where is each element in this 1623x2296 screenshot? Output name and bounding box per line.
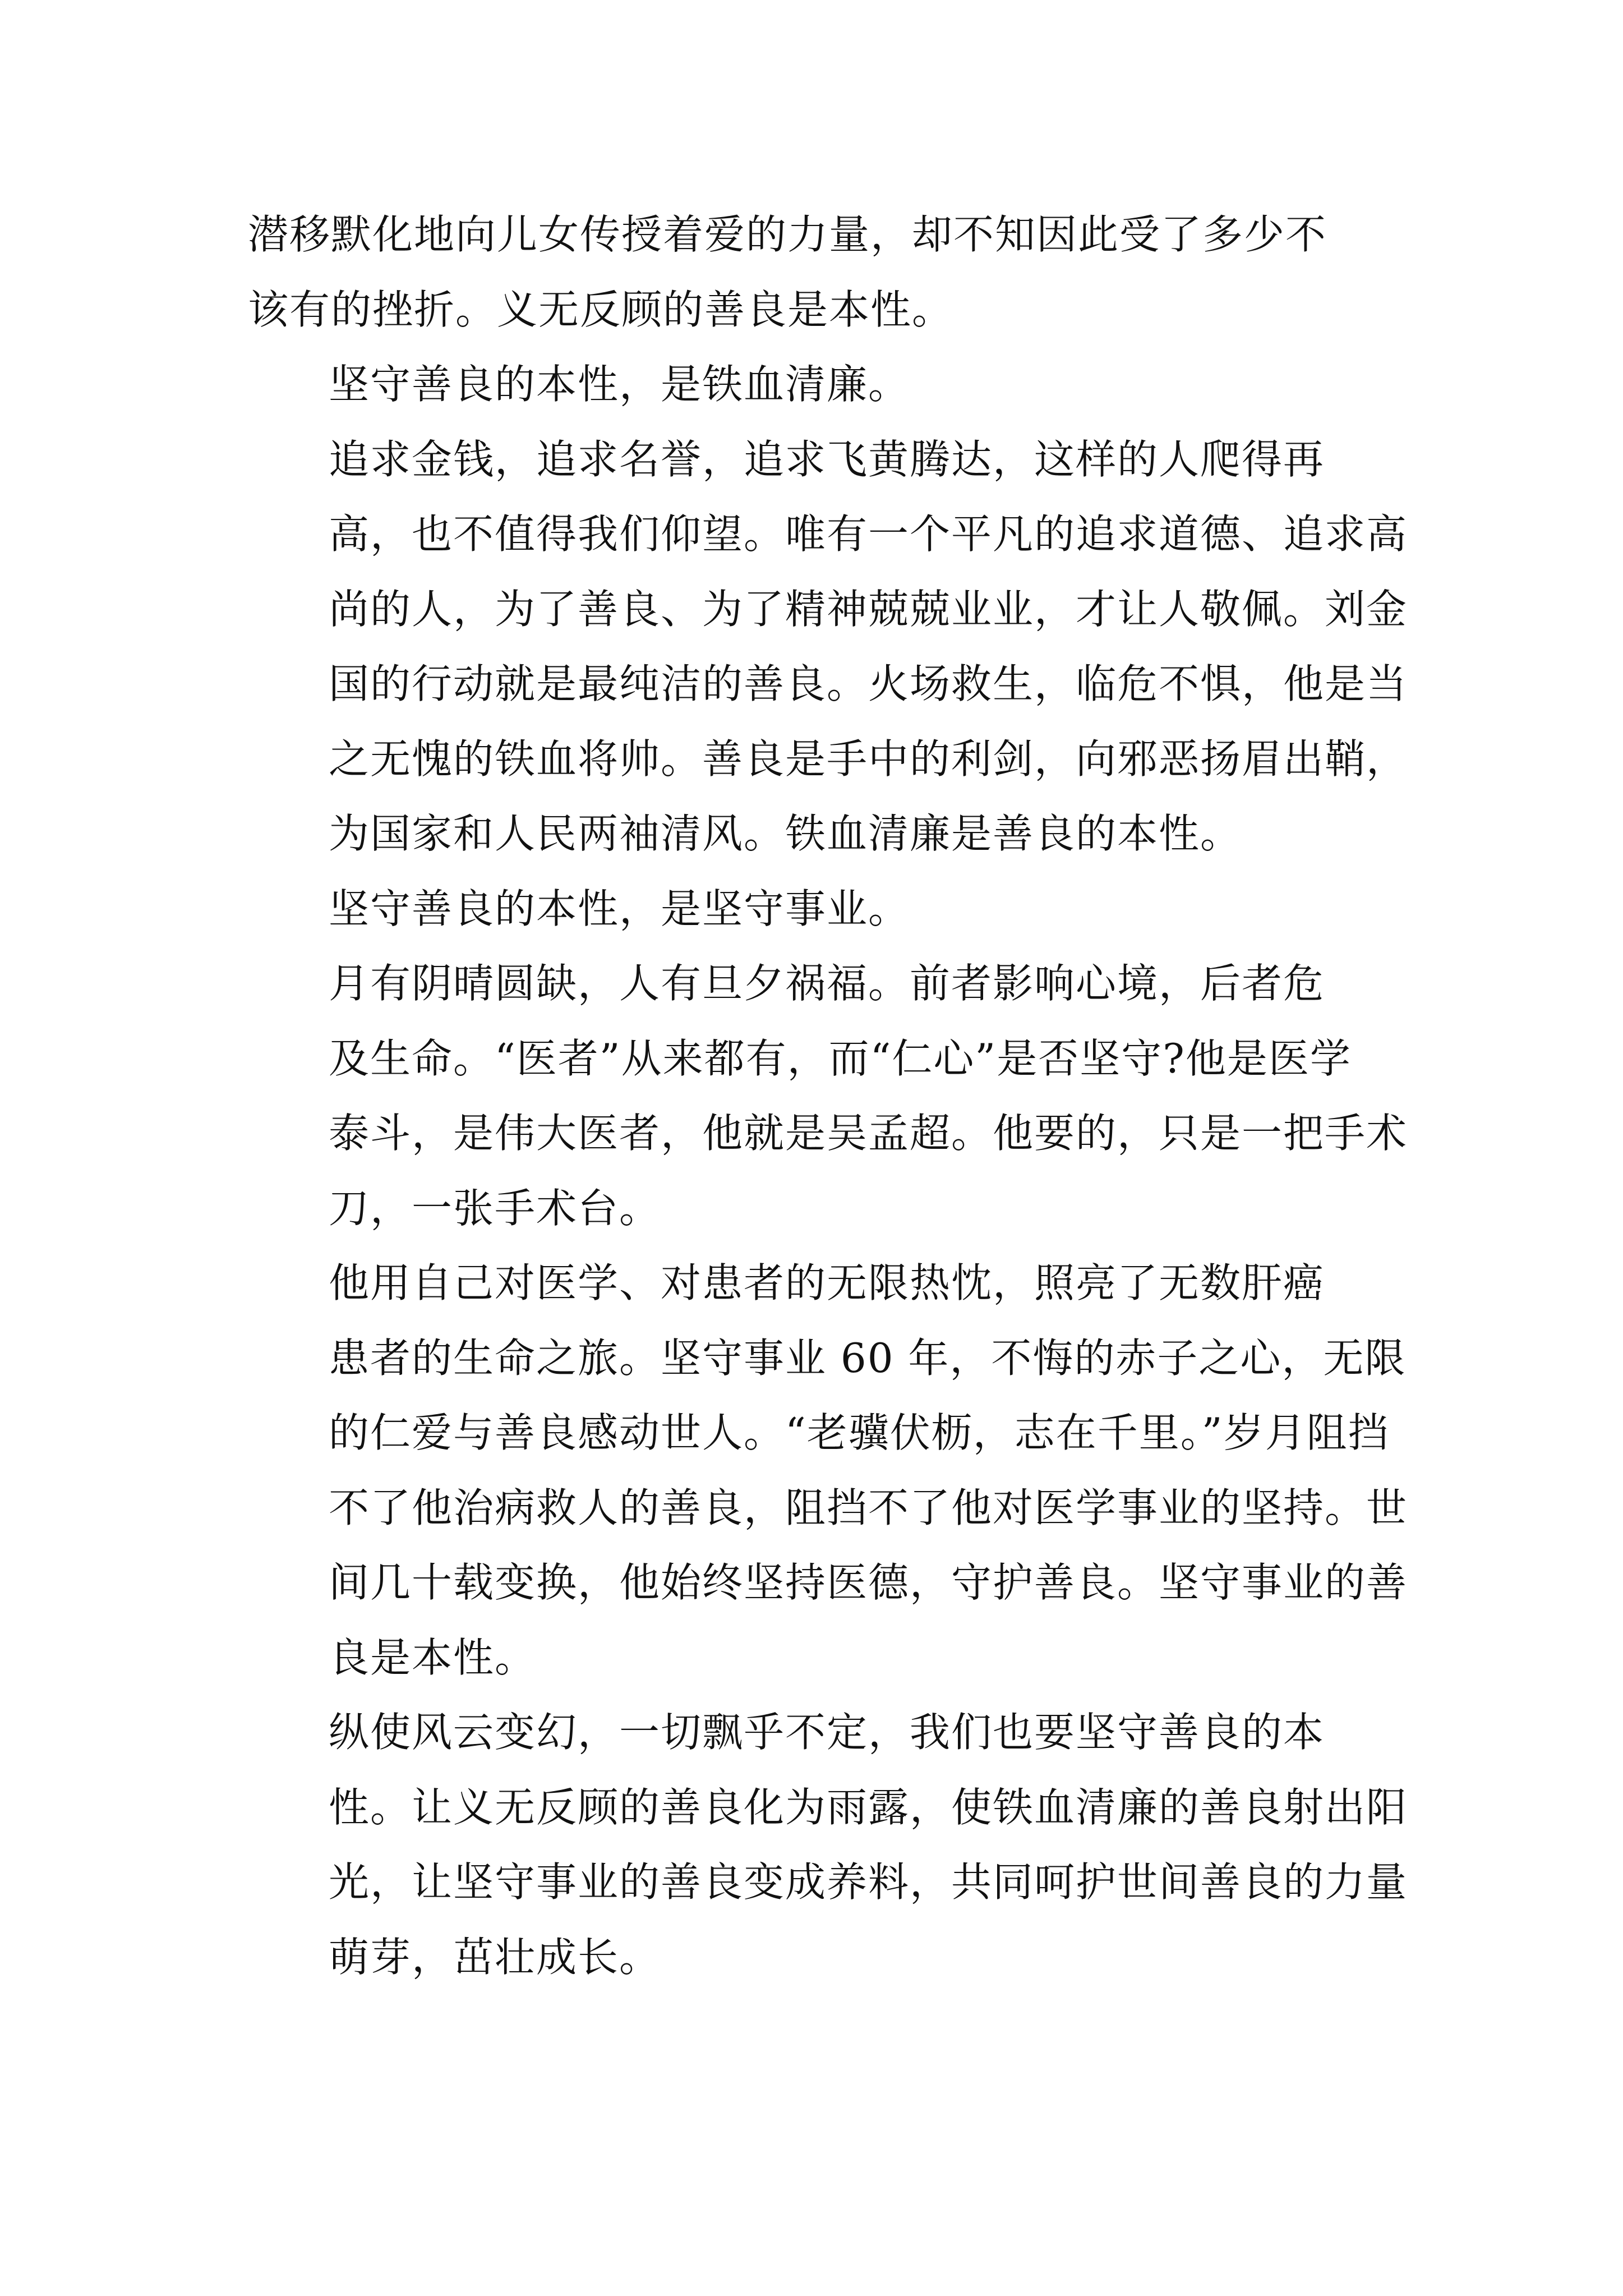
- text-line: 国的行动就是最纯洁的善良。火场救生，临危不惧，他是当: [329, 660, 1408, 707]
- section-heading-career: [248, 872, 1386, 947]
- section-heading-integrity: [248, 347, 1386, 422]
- paragraph-conclusion: [248, 1695, 1408, 1995]
- document-body: [248, 197, 1408, 1995]
- text-line: 患者的生命之旅。坚守事业 60 年，不悔的赤子之心，无限: [329, 1334, 1407, 1382]
- text-line: 良是本性。: [329, 1634, 537, 1681]
- text-line: 坚守善良的本性，是坚守事业。: [329, 885, 910, 932]
- text-line: 追求金钱，追求名誉，追求飞黄腾达，这样的人爬得再: [329, 435, 1325, 483]
- text-line: 尚的人，为了善良、为了精神兢兢业业，才让人敬佩。刘金: [329, 585, 1408, 633]
- text-line: 泰斗，是伟大医者，他就是吴孟超。他要的，只是一把手术: [329, 1110, 1408, 1157]
- text-line: 该有的挫折。义无反顾的善良是本性。: [248, 286, 954, 333]
- text-line: 刀，一张手术台。: [329, 1184, 661, 1232]
- text-line: 月有阴晴圆缺，人有旦夕祸福。前者影响心境，后者危: [329, 960, 1325, 1007]
- paragraph-wu-mengchao-career: [248, 1246, 1408, 1695]
- paragraph-wu-mengchao-intro: [248, 946, 1408, 1246]
- text-line: 光，让坚守事业的善良变成养料，共同呵护世间善良的力量: [329, 1858, 1408, 1906]
- paragraph-liu-jinguo: [248, 422, 1408, 872]
- text-line: 间几十载变换，他始终坚持医德，守护善良。坚守事业的善: [329, 1559, 1408, 1606]
- text-line: 纵使风云变幻，一切飘乎不定，我们也要坚守善良的本: [329, 1709, 1325, 1756]
- text-line: 性。让义无反顾的善良化为雨露，使铁血清廉的善良射出阳: [329, 1783, 1408, 1831]
- text-line: 高，也不值得我们仰望。唯有一个平凡的追求道德、追求高: [329, 510, 1408, 558]
- paragraph-1: [248, 197, 1386, 347]
- text-line: 为国家和人民两袖清风。铁血清廉是善良的本性。: [329, 810, 1242, 857]
- text-line: 之无愧的铁血将帅。善良是手中的利剑，向邪恶扬眉出鞘，: [329, 735, 1408, 783]
- text-line: 他用自己对医学、对患者的无限热忱，照亮了无数肝癌: [329, 1259, 1325, 1306]
- text-line: 及生命。“医者”从来都有，而“仁心”是否坚守?他是医学: [329, 1034, 1352, 1082]
- text-line: 萌芽，茁壮成长。: [329, 1933, 661, 1981]
- text-line: 潜移默化地向儿女传授着爱的力量，却不知因此受了多少不: [248, 211, 1327, 258]
- text-line: 不了他治病救人的善良，阻挡不了他对医学事业的坚持。世: [329, 1484, 1408, 1531]
- text-line: 坚守善良的本性，是铁血清廉。: [329, 361, 910, 408]
- text-line: 的仁爱与善良感动世人。“老骥伏枥，志在千里。”岁月阻挡: [329, 1409, 1390, 1456]
